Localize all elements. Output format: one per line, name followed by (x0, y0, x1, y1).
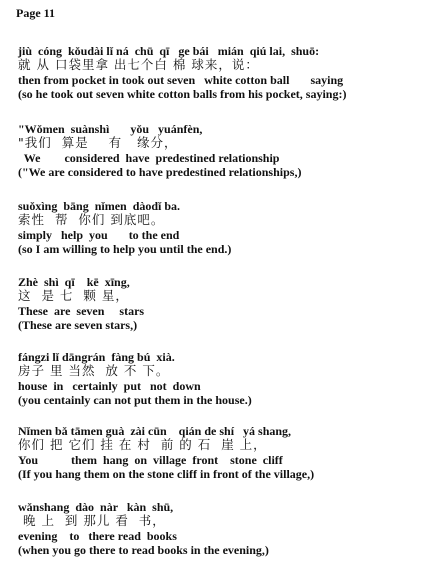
gloss-line: house in certainly put not down (18, 379, 201, 393)
chinese-line: 你们 把 它们 挂 在 村 前 的 石 崖 上， (18, 437, 267, 452)
chinese-line: 索性 帮 你们 到底吧。 (18, 212, 165, 227)
translation-line: (so I am willing to help you until the end.) (18, 242, 232, 256)
pinyin-line: Nǐmen bǎ tāmen guà zài cūn qián de shí yá shang, (18, 424, 292, 438)
gloss-line: then from pocket in took out seven white cotton ball saying (18, 73, 344, 87)
translation-line: (when you go there to read books in the evening,) (18, 543, 269, 557)
translation-line: (If you hang them on the stone cliff in front of the village,) (18, 467, 315, 481)
chinese-line: 晚 上 到 那儿 看 书， (18, 513, 166, 528)
gloss-line: These are seven stars (18, 304, 145, 318)
pinyin-line: fángzi lǐ dāngrán fàng bú xià. (18, 350, 175, 364)
chinese-line: 就 从 口袋里拿 出七个白 棉 球来，说： (18, 57, 259, 72)
translation-line: ("We are considered to have predestined relationships,) (18, 165, 302, 179)
chinese-line: 这 是 七 颗 星， (18, 288, 129, 303)
translation-line: (These are seven stars,) (18, 318, 138, 332)
chinese-line: 房子 里 当然 放 不 下。 (18, 363, 170, 378)
pinyin-line: Zhè shì qī kē xīng, (18, 275, 130, 289)
translation-line: (so he took out seven white cotton balls from his pocket, saying:) (18, 87, 347, 101)
pinyin-line: "Wǒmen suànshì yǒu yuánfèn, (18, 122, 203, 136)
gloss-line: simply help you to the end (18, 228, 180, 242)
chinese-line: "我们 算是 有 缘分， (18, 135, 178, 150)
gloss-line: You them hang on village front stone cliff (18, 453, 283, 467)
pinyin-line: suǒxìng bāng nǐmen dàodǐ ba. (18, 199, 181, 213)
pinyin-line: wǎnshang dào nàr kàn shū, (18, 500, 174, 514)
pinyin-line: jiù cóng kǒudài lǐ ná chū qī ge bái mián qiú lai, shuō: (18, 44, 320, 58)
translation-line: (you centainly can not put them in the house.) (18, 393, 252, 407)
gloss-line: We considered have predestined relationship (18, 151, 280, 165)
gloss-line: evening to there read books (18, 529, 177, 543)
page-number: Page 11 (16, 6, 55, 20)
